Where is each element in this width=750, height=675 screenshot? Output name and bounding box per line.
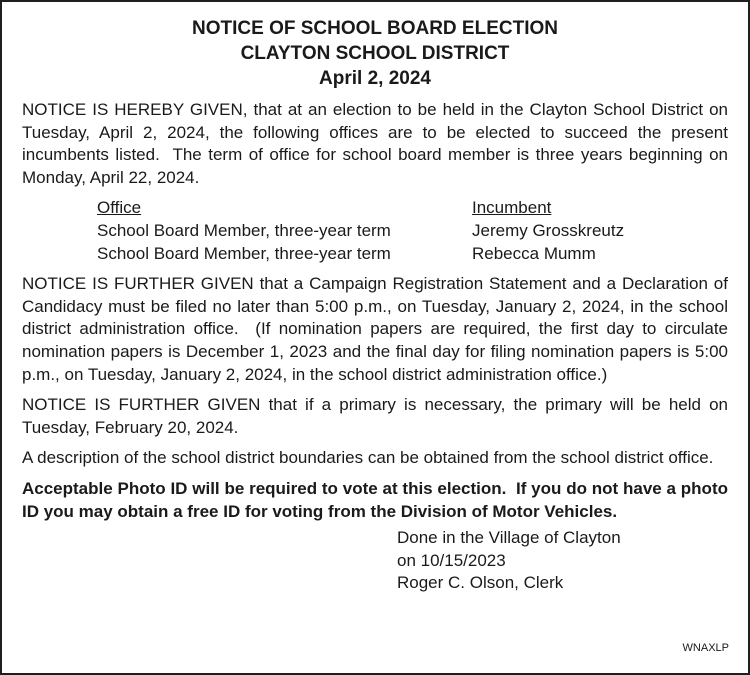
office-cell: School Board Member, three-year term [97, 220, 391, 240]
notice-title [22, 16, 728, 91]
table-row [97, 243, 728, 266]
campaign-paragraph: NOTICE IS FURTHER GIVEN that a Campaign Registration Statement and a Declaration of Candidacy must be filed no later than 5:00 p.m., on Tuesday, January 2, 2024, in the school district administration office. (If nomination papers are required, the first day to circulate nomination papers is December 1, 2023 and the final day for filing nomination papers is 5:00 p.m., on Tuesday, January 2, 2024, in the school district administration office.) [22, 274, 733, 384]
title-line-2: CLAYTON SCHOOL DISTRICT [240, 43, 510, 64]
signature-date: on 10/15/2023 [397, 550, 506, 570]
primary-paragraph: NOTICE IS FURTHER GIVEN that if a primary is necessary, the primary will be held on Tuesday, February 20, 2024. [22, 395, 728, 437]
offices-header-row [97, 197, 728, 220]
office-column-header: Office [97, 198, 142, 218]
publication-code: WNAXLP [682, 642, 729, 654]
photo-id-paragraph: Acceptable Photo ID will be required to vote at this election. If you do not have a photo ID you may obtain a free ID for voting from the Division of Motor Vehicles. [22, 478, 733, 521]
incumbent-cell: Jeremy Grosskreutz [472, 220, 625, 240]
intro-paragraph: NOTICE IS HEREBY GIVEN, that at an election to be held in the Clayton School District on Tuesday, April 2, 2024, the following offices are to be elected to succeed the present incumbents listed. The term of office for school board member is three years beginning on Monday, April 22, 2024. [22, 100, 733, 187]
incumbent-column-header: Incumbent [472, 198, 552, 218]
signature-place: Done in the Village of Clayton [397, 528, 621, 548]
offices-table [97, 197, 728, 265]
title-line-1: NOTICE OF SCHOOL BOARD ELECTION [192, 18, 558, 39]
signature-block [397, 527, 728, 595]
table-row [97, 220, 728, 243]
boundaries-paragraph: A description of the school district boundaries can be obtained from the school district office. [22, 448, 714, 468]
signature-clerk: Roger C. Olson, Clerk [397, 573, 564, 593]
incumbent-cell: Rebecca Mumm [472, 243, 596, 263]
title-date: April 2, 2024 [319, 68, 431, 89]
office-cell: School Board Member, three-year term [97, 243, 391, 263]
